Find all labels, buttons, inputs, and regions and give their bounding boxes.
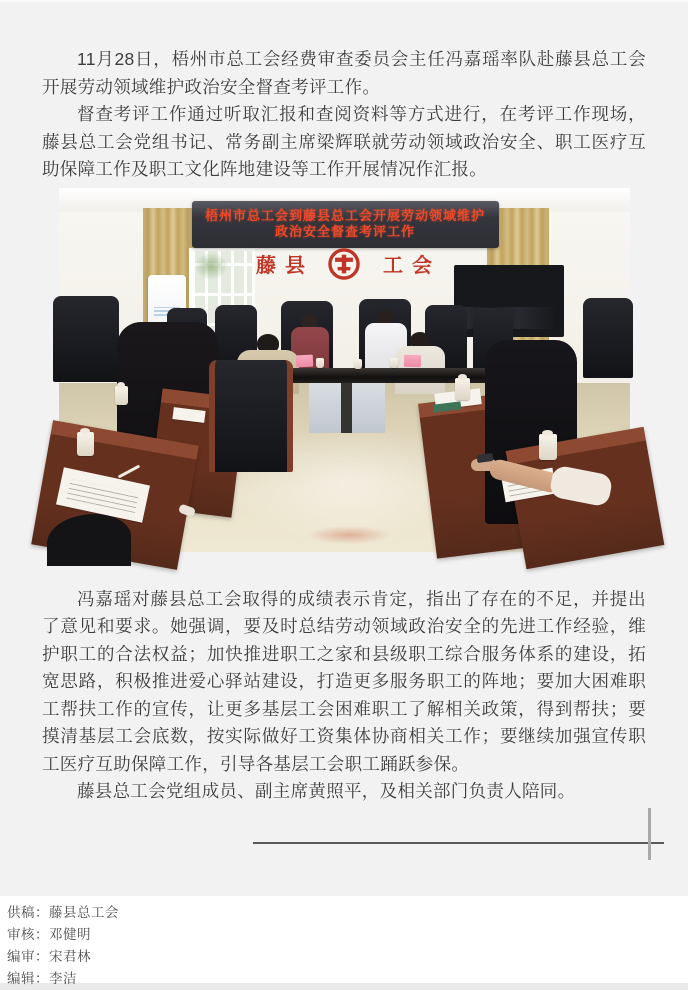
teacup bbox=[115, 386, 128, 405]
credit-line-contributor: 供稿：藤县总工会 bbox=[7, 904, 119, 920]
chair bbox=[53, 296, 119, 382]
divider-line bbox=[253, 842, 664, 844]
divider bbox=[0, 806, 688, 896]
chair bbox=[583, 298, 633, 378]
credit-line-editor: 编辑：李洁 bbox=[7, 970, 77, 986]
article-photo[interactable] bbox=[59, 188, 630, 552]
teacup bbox=[354, 359, 362, 369]
banner-line-2: 政治安全督查考评工作 bbox=[274, 224, 415, 239]
paragraph-2: 督查考评工作通过听取汇报和查阅资料等方式进行，在考评工作现场，藤县总工会党组书记、常务副主席梁辉联就劳动领域政治安全、职工医疗互助保障工作及职工文化阵地建设等工作开展情况作汇报。 bbox=[42, 104, 646, 179]
table-base bbox=[309, 383, 385, 433]
phone bbox=[476, 452, 493, 462]
teacup bbox=[539, 434, 557, 460]
paragraph-4: 藤县总工会党组成员、副主席黄照平，及相关部门负责人陪同。 bbox=[77, 781, 576, 801]
paragraph-1: 11月28日，梧州市总工会经费审查委员会主任冯嘉瑶率队赴藤县总工会开展劳动领域维护政治安全督查考评工作。 bbox=[42, 49, 646, 97]
article-content bbox=[0, 2, 688, 806]
banner-line-1: 梧州市总工会到藤县总工会开展劳动领域维护 bbox=[204, 208, 485, 223]
credit-line-editor-in-chief: 编审：宋君林 bbox=[7, 948, 91, 964]
teacup bbox=[77, 432, 94, 456]
teacup bbox=[316, 358, 324, 368]
credit-line-reviewer: 审核：邓健明 bbox=[7, 926, 91, 942]
paragraph-3: 冯嘉瑶对藤县总工会取得的成绩表示肯定，指出了存在的不足，并提出了意见和要求。她强调，要及时总结劳动领域政治安全的先进工作经验，维护职工的合法权益；加快推进职工之家和县级职工综合服务体系的建设，拓宽思路，积极推进爱心驿站建设，打造更多服务职工的阵地；要加大困难职工帮扶工作的宣传，让更多基层工会困难职工了解相关政策，得到帮扶；要摸清基层工会底数，按实际做好工资集体协商相关工作；要继续加强宣传职工医疗互助保障工作，引导各基层工会职工踊跃参保。 bbox=[42, 588, 646, 774]
sign-text-left: 藤县 bbox=[256, 255, 314, 277]
cursor-line bbox=[648, 808, 651, 860]
teacup bbox=[455, 378, 470, 400]
union-emblem-icon bbox=[327, 247, 361, 281]
chair bbox=[209, 360, 293, 472]
floor-glow bbox=[307, 526, 391, 544]
sign-text-right: 工会 bbox=[383, 255, 441, 277]
credits-footer bbox=[0, 896, 688, 986]
name-placard bbox=[403, 354, 420, 367]
led-banner bbox=[192, 201, 499, 248]
teacup bbox=[390, 358, 398, 368]
name-placard bbox=[295, 354, 313, 367]
